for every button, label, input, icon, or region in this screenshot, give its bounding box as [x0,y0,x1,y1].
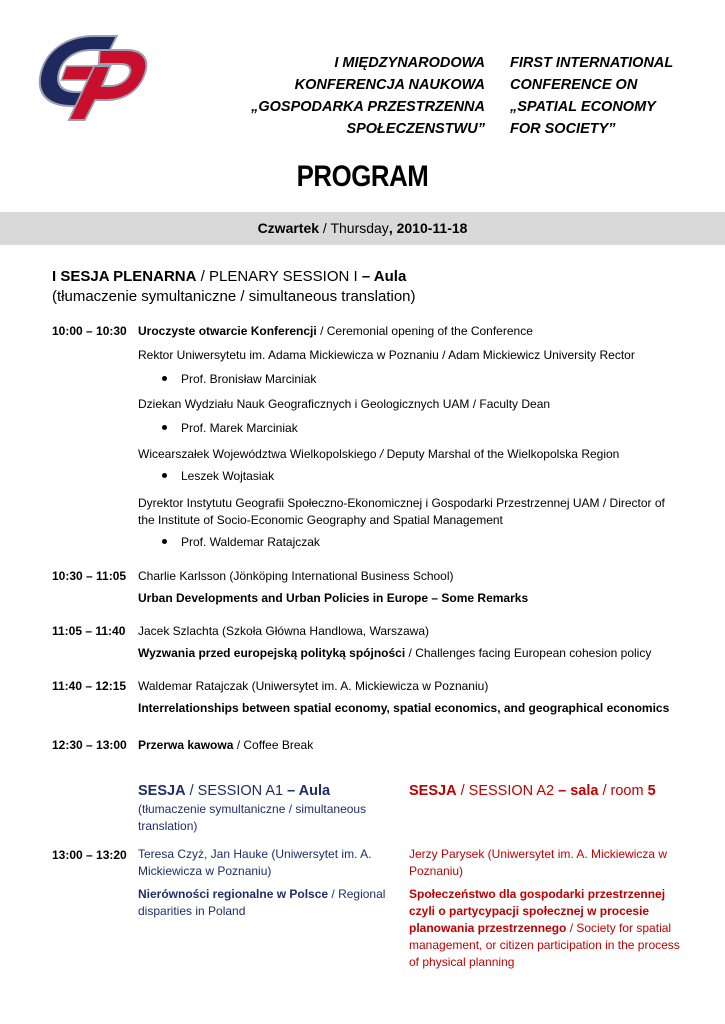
session1-room: – Aula [357,268,407,285]
session1-note: (tłumaczenie symultaniczne / simultaneous translation) [52,288,416,305]
coffee-break [138,737,683,754]
plenary-session-heading [52,267,416,307]
bullet-icon [162,539,167,544]
a1-speaker: Teresa Czyż, Jan Hauke (Uniwersytet im. A. Mickiewicza w Poznaniu) [138,847,372,878]
list-item [162,535,320,549]
marshal-line [138,446,683,463]
header-pl-line: „GOSPODARKA PRZESTRZENNA [251,99,485,115]
a1-session: SESSION A1 [197,783,284,799]
a1-title-bold: Nierówności regionalne w Polsce [138,887,329,901]
header-pl-line: KONFERENCJA NAUKOWA [294,77,485,93]
header-en-line: FOR SOCIETY” [510,121,616,137]
day-sep: / [319,220,331,236]
day-heading [0,220,725,236]
person-name: Prof. Marek Marciniak [181,421,298,435]
a2-session: SESSION A2 [468,783,555,799]
a2-sala: – sala [554,783,599,799]
a1-note: (tłumaczenie symultaniczne / simultaneous translation) [138,802,367,833]
a2-title-bold: Społeczeństwo dla gospodarki przestrzennej czyli o partycypacji społecznej w procesie planowania przestrzennego [409,887,666,935]
header-polish [251,52,485,140]
bullet-icon [162,425,167,430]
opening-rest: / Ceremonial opening of the Conference [316,324,533,338]
a1-talk [138,846,388,920]
a2-talk-title [409,886,684,971]
coffee-bold: Przerwa kawowa [138,738,234,752]
a2-title-rest: / Society for spatial management, or citizen participation in the process of physical planning [409,921,680,969]
dean-line: Dziekan Wydziału Nauk Geograficznych i Geologicznych UAM / Faculty Dean [138,397,551,411]
session1-en: PLENARY SESSION I [209,268,358,285]
a1-sesja: SESJA [138,783,186,799]
opening-title [138,323,683,340]
time-slot: 11:05 – 11:40 [52,624,126,638]
a1-talk-title [138,886,388,920]
marshal-sep: / [376,447,387,461]
person-name: Leszek Wojtasiak [181,469,275,483]
opening-bold: Uroczyste otwarcie Konferencji [138,324,317,338]
day-en: Thursday [330,220,389,236]
header-en-line: „SPATIAL ECONOMY [510,99,656,115]
conference-logo [30,30,148,122]
speaker: Jacek Szlachta (Szkoła Główna Handlowa, Warszawa) [138,624,430,638]
time-slot: 13:00 – 13:20 [52,848,127,862]
header-pl-line: I MIĘDZYNARODOWA [334,55,485,71]
list-item [162,469,274,483]
list-item [162,421,298,435]
talk-title-rest: / Challenges facing European cohesion policy [405,646,652,660]
bullet-icon [162,376,167,381]
session-a1-heading [138,781,388,835]
header-en-line: CONFERENCE ON [510,77,638,93]
header-pl-line: SPOŁECZENSTWU” [346,121,485,137]
talk-title-bold: Wyzwania przed europejską polityką spójności [138,646,406,660]
page-title: PROGRAM [296,160,429,193]
a2-room-num: 5 [647,783,656,799]
a1-title-rest: / Regional disparities in Poland [138,887,386,918]
a2-sesja: SESJA [409,783,457,799]
a2-room-sep: / room [598,783,648,799]
marshal-pl: Wicearszałek Województwa Wielkopolskiego [138,447,377,461]
talk-title: Interrelationships between spatial economy, spatial economics, and geographical economics [138,701,670,715]
time-slot: 11:40 – 12:15 [52,679,127,693]
a2-talk [409,846,684,971]
time-slot: 10:00 – 10:30 [52,324,127,338]
header-en-line: FIRST INTERNATIONAL [510,55,674,71]
time-slot: 10:30 – 11:05 [52,569,127,583]
person-name: Prof. Waldemar Ratajczak [181,535,320,549]
day-date: , 2010-11-18 [388,220,468,236]
header-english [510,52,673,140]
a1-room: – Aula [283,783,331,799]
bullet-icon [162,473,167,478]
talk-title: Urban Developments and Urban Policies in Europe – Some Remarks [138,591,529,605]
a2-sep: / [456,783,469,799]
person-name: Prof. Bronisław Marciniak [181,372,317,386]
list-item [162,372,316,386]
session1-sep: / [196,268,209,285]
coffee-rest: / Coffee Break [233,738,314,752]
marshal-en: Deputy Marshal of the Wielkopolska Region [386,447,620,461]
session1-pl: I SESJA PLENARNA [52,268,197,285]
speaker: Waldemar Ratajczak (Uniwersytet im. A. Mickiewicza w Poznaniu) [138,679,489,693]
rector-line: Rektor Uniwersytetu im. Adama Mickiewicza w Poznaniu / Adam Mickiewicz University Rector [138,348,635,362]
day-pl: Czwartek [257,220,320,236]
director-line: Dyrektor Instytutu Geografii Społeczno-Ekonomicznej i Gospodarki Przestrzennej UAM / Director of the Institute of Socio-Economic Geography and Spatial Management [138,496,665,527]
a2-speaker: Jerzy Parysek (Uniwersytet im. A. Mickiewicza w Poznaniu) [409,847,668,878]
speaker: Charlie Karlsson (Jönköping International Business School) [138,569,454,583]
a1-sep: / [185,783,198,799]
session-a2-heading [409,781,699,801]
talk-title [138,645,683,662]
time-slot: 12:30 – 13:00 [52,738,127,752]
